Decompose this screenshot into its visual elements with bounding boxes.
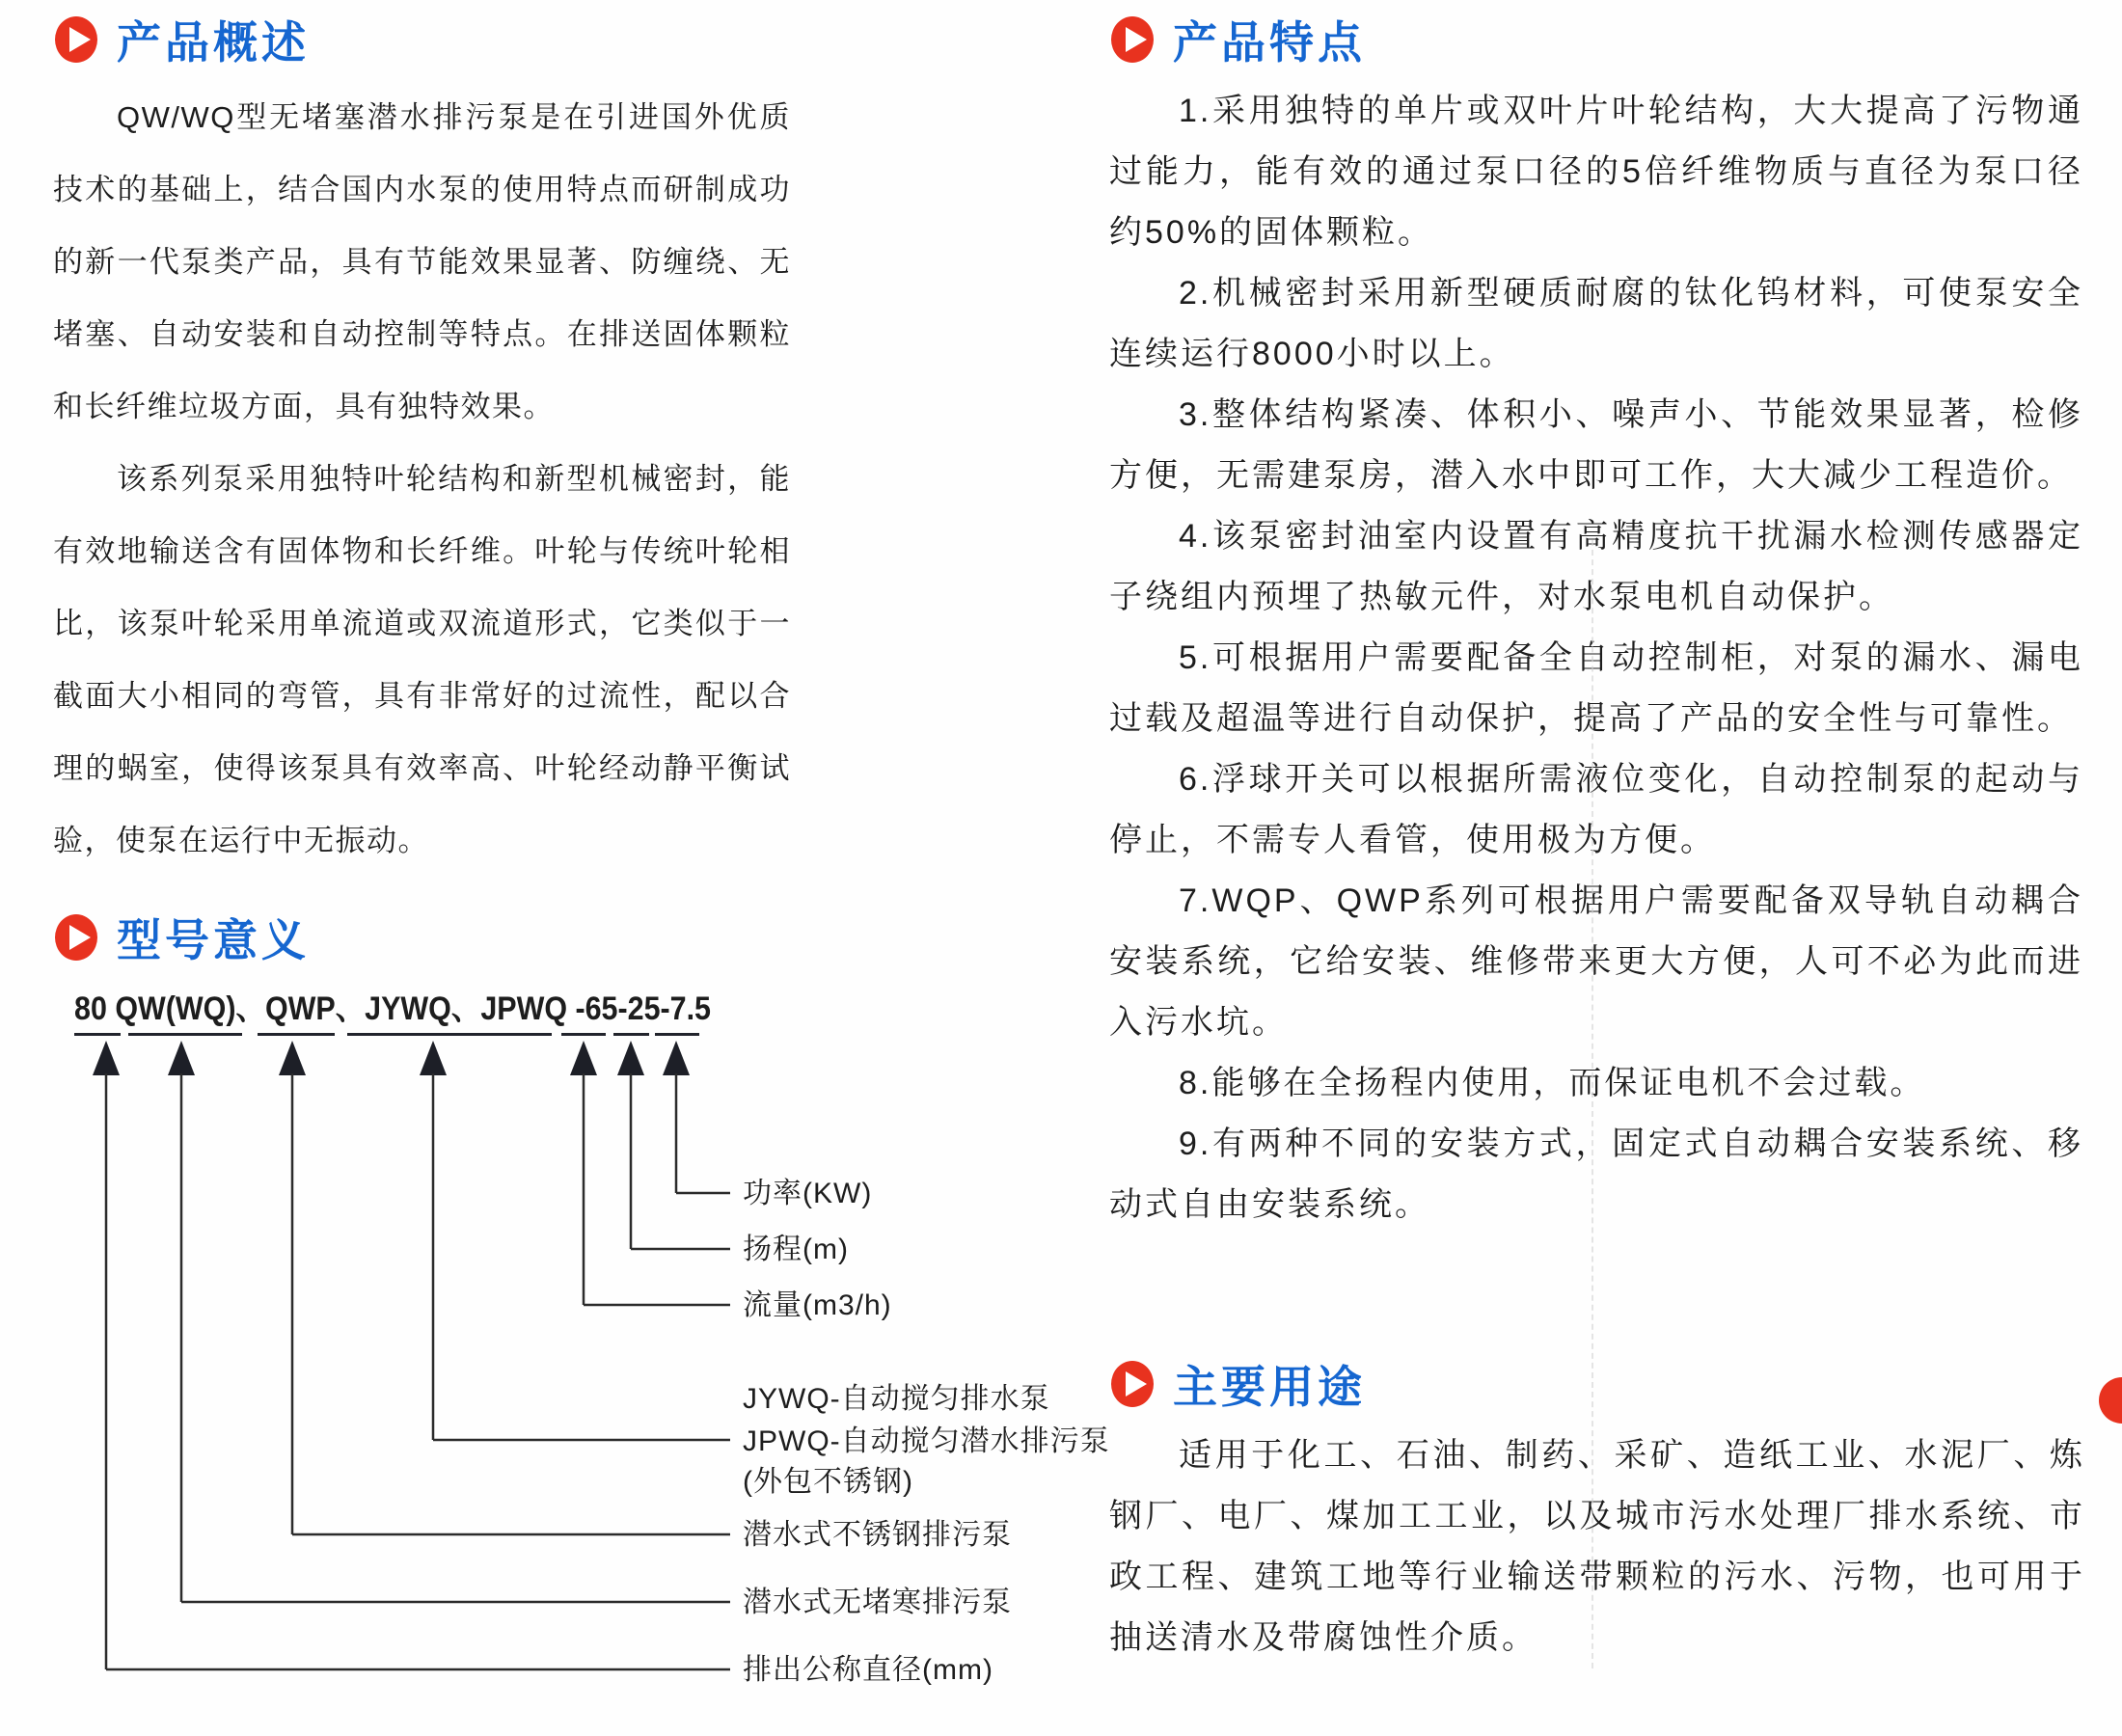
diagram-label-submersible-stainless: 潜水式不锈钢排污泵 [743, 1519, 1012, 1551]
overview-title: 产品概述 [117, 17, 310, 68]
underline [128, 1033, 242, 1036]
arrow-up-icon [663, 1041, 690, 1075]
arrow-up-icon [570, 1041, 597, 1075]
arrow-up-icon [93, 1041, 120, 1075]
arrow-up-icon [617, 1041, 644, 1075]
feature-item: 6.浮球开关可以根据所需液位变化，自动控制泵的起动与停止，不需专人看管，使用极为方便。 [1109, 761, 2083, 858]
applications-heading-row [1109, 1352, 2085, 1416]
section-main-applications [1109, 1352, 2085, 1668]
underline [258, 1033, 335, 1036]
overview-paragraph: 该系列泵采用独特叶轮结构和新型机械密封，能有效地输送含有固体物和长纤维。叶轮与传统叶轮相比，该泵叶轮采用单流道或双流道形式，它类似于一截面大小相同的弯管，具有非常好的过流性，配以合理的蜗室，使得该泵具有效率高、叶轮经动静平衡试验，使泵在运行中无振动。 [53, 462, 791, 857]
play-circle-icon [53, 913, 99, 962]
feature-item: 1.采用独特的单片或双叶片叶轮结构，大大提高了污物通过能力，能有效的通过泵口径的5倍纤维物质与直径为泵口径约50%的固体颗粒。 [1109, 93, 2083, 251]
diagram-label-head: 扬程(m) [743, 1234, 849, 1265]
diagram-label-non-clog: 潜水式无堵寒排污泵 [743, 1587, 1012, 1618]
diagram-label-discharge-diameter: 排出公称直径(mm) [743, 1654, 993, 1686]
page-edge-red-mark [2099, 1377, 2122, 1424]
features-title: 产品特点 [1173, 17, 1366, 68]
features-heading-row [1109, 8, 2083, 71]
arrow-up-icon [420, 1041, 447, 1075]
diagram-label-stainless-note: (外包不锈钢) [743, 1466, 913, 1498]
diagram-label-power: 功率(KW) [743, 1178, 873, 1209]
diagram-label-flow: 流量(m3/h) [743, 1289, 892, 1321]
diagram-label-jpwq: JPWQ-自动搅匀潜水排污泵 [743, 1425, 1110, 1457]
feature-item: 7.WQP、QWP系列可根据用户需要配备双导轨自动耦合安装系统，它给安装、维修带来更大方便，人可不必为此而进入污水坑。 [1109, 882, 2083, 1041]
section-product-features [1109, 8, 2083, 1235]
underline [613, 1033, 649, 1036]
feature-item: 3.整体结构紧凑、体积小、噪声小、节能效果显著，检修方便，无需建泵房，潜入水中即可工作，大大减少工程造价。 [1109, 396, 2083, 494]
play-circle-icon [53, 15, 99, 64]
play-circle-icon [1109, 15, 1156, 64]
feature-item: 5.可根据用户需要配备全自动控制柜，对泵的漏水、漏电过载及超温等进行自动保护，提高了产品的安全性与可靠性。 [1109, 639, 2083, 737]
underline [74, 1033, 121, 1036]
model-code-diagram [53, 979, 1133, 1712]
arrow-up-icon [168, 1041, 195, 1075]
scan-crease-line [1592, 540, 1593, 1668]
play-circle-icon [1109, 1360, 1156, 1408]
underline [561, 1033, 606, 1036]
overview-heading-row [53, 8, 791, 71]
feature-item: 9.有两种不同的安装方式，固定式自动耦合安装系统、移动式自由安装系统。 [1109, 1126, 2083, 1223]
overview-paragraph: QW/WQ型无堵塞潜水排污泵是在引进国外优质技术的基础上，结合国内水泵的使用特点而研制成功的新一代泵类产品，具有节能效果显著、防缠绕、无堵塞、自动安装和自动控制等特点。在排送固体颗粒和长纤维垃圾方面，具有独特效果。 [53, 100, 791, 423]
feature-item: 8.能够在全扬程内使用，而保证电机不会过载。 [1179, 1065, 1926, 1101]
underline [347, 1033, 552, 1036]
applications-title: 主要用途 [1173, 1362, 1366, 1412]
feature-item: 4.该泵密封油室内设置有高精度抗干扰漏水检测传感器定子绕组内预埋了热敏元件，对水泵电机自动保护。 [1109, 518, 2083, 615]
underline [655, 1033, 699, 1036]
model-meaning-heading-row [53, 906, 791, 969]
feature-item: 2.机械密封采用新型硬质耐腐的钛化钨材料，可使泵安全连续运行8000小时以上。 [1109, 275, 2083, 372]
applications-paragraph: 适用于化工、石油、制药、采矿、造纸工业、水泥厂、炼钢厂、电厂、煤加工工业，以及城市污水处理厂排水系统、市政工程、建筑工地等行业输送带颗粒的污水、污物，也可用于抽送清水及带腐蚀性介质。 [1109, 1437, 2085, 1656]
model-meaning-title: 型号意义 [117, 915, 310, 965]
model-code-string: 80 QW(WQ)、QWP、JYWQ、JPWQ -65-25-7.5 [74, 990, 711, 1027]
section-product-overview [53, 8, 1110, 1712]
arrow-up-icon [279, 1041, 306, 1075]
diagram-label-jywq: JYWQ-自动搅匀排水泵 [743, 1383, 1050, 1415]
